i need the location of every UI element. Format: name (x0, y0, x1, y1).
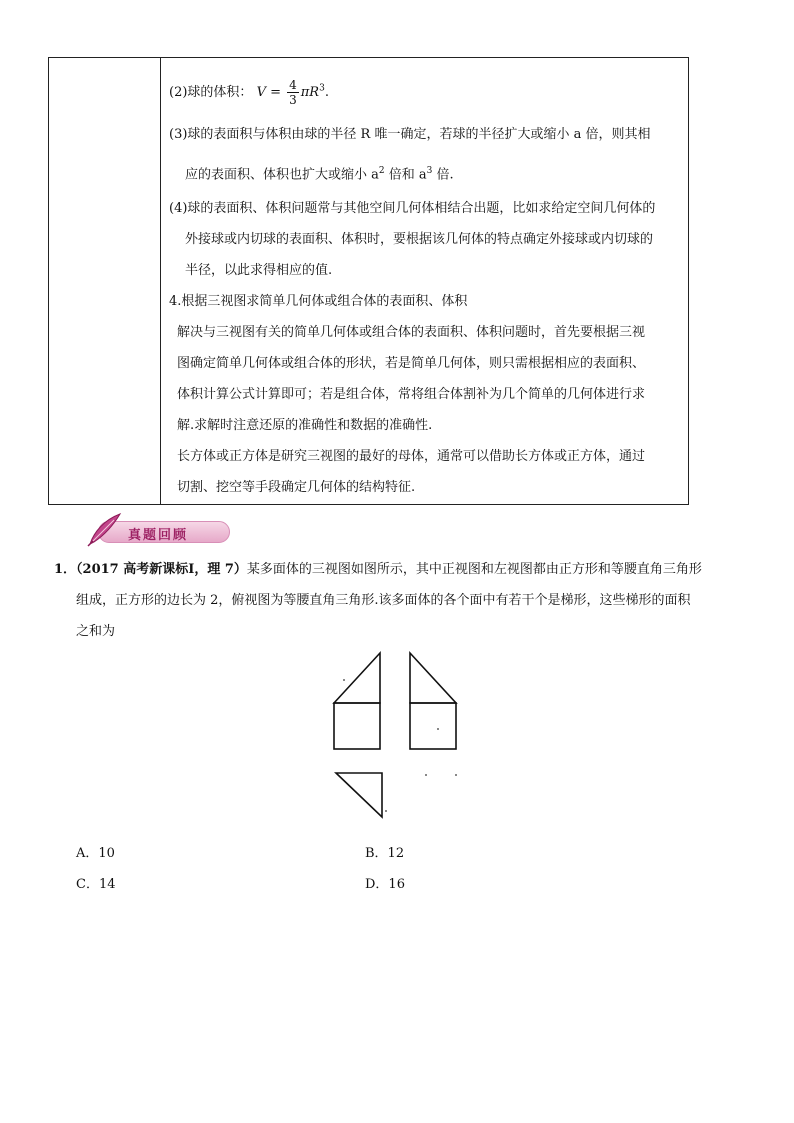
section4-line5: 长方体或正方体是研究三视图的最好的母体，通常可以借助长方体或正方体，通过 (177, 449, 646, 464)
section4-title: 4.根据三视图求简单几何体或组合体的表面积、体积 (169, 294, 468, 309)
formula-rhs: πR (300, 85, 320, 100)
combined-paragraph-line1: (4)球的表面积、体积问题常与其他空间几何体相结合出题，比如求给定空间几何体的 (169, 201, 656, 216)
top-view-triangle (336, 773, 382, 817)
feather-pen-icon (84, 512, 124, 548)
side-view (410, 653, 456, 749)
scale-paragraph-line2 (185, 162, 454, 184)
question-line3: 之和为 (76, 624, 116, 639)
section4-line6: 切割、挖空等手段确定几何体的结构特征. (177, 480, 416, 495)
section4-line1: 解决与三视图有关的简单几何体或组合体的表面积、体积问题时，首先要根据三视 (177, 325, 646, 340)
combined-paragraph-line3: 半径，以此求得相应的值. (185, 263, 333, 278)
section4-line2: 图确定简单几何体或组合体的形状，若是简单几何体，则只需根据相应的表面积、 (177, 356, 646, 371)
formula-exponent: 3 (319, 83, 325, 94)
scale-paragraph-line1: (3)球的表面积与体积由球的半径 R 唯一确定，若球的半径扩大或缩小 a 倍，则其相 (169, 127, 651, 142)
option-b[interactable]: B．12 (365, 846, 405, 861)
sphere-volume-line (169, 78, 329, 107)
fraction-numerator: 4 (289, 78, 297, 92)
option-a[interactable]: A．10 (76, 846, 115, 861)
scale-text-c: 倍. (432, 167, 454, 183)
formula-end: . (324, 85, 329, 100)
question-number: 1． (54, 562, 77, 577)
question-source: （2017 高考新课标Ⅰ，理 7） (76, 562, 247, 577)
combined-paragraph-line2: 外接球或内切球的表面积、体积时，要根据该几何体的特点确定外接球或内切球的 (185, 232, 654, 247)
front-view-triangle (334, 653, 380, 703)
side-view-square (410, 703, 456, 749)
question-line1 (54, 561, 702, 579)
question-line2: 组成，正方形的边长为 2，俯视图为等腰直角三角形.该多面体的各个面中有若干个是梯形，这些梯形的面积 (76, 593, 691, 608)
option-c[interactable]: C．14 (76, 877, 116, 892)
section4-line3: 体积计算公式计算即可；若是组合体，常将组合体割补为几个简单的几何体进行求 (177, 387, 646, 402)
knowledge-table (48, 57, 689, 505)
question-text-1: 某多面体的三视图如图所示，其中正视图和左视图都由正方形和等腰直角三角形 (246, 562, 702, 577)
scale-exp-2: 2 (378, 166, 385, 176)
three-view-figure (330, 648, 490, 828)
section4-line4: 解.求解时注意还原的准确性和数据的准确性. (177, 418, 433, 433)
formula-lhs: V = (256, 85, 281, 100)
front-view-square (334, 703, 380, 749)
table-left-column (49, 58, 161, 504)
review-banner (84, 512, 234, 548)
scale-text-a: 应的表面积、体积也扩大或缩小 a (185, 167, 379, 183)
scale-text-b: 倍和 a (384, 167, 427, 183)
side-view-triangle (410, 653, 456, 703)
banner-label: 真题回顾 (128, 528, 189, 543)
fraction (287, 78, 299, 107)
scale-exp-3: 3 (426, 166, 433, 176)
fraction-denominator: 3 (289, 93, 297, 107)
sphere-volume-label: (2)球的体积： (169, 85, 253, 100)
front-view (334, 653, 380, 749)
top-view (336, 773, 382, 817)
option-d[interactable]: D．16 (365, 877, 405, 892)
